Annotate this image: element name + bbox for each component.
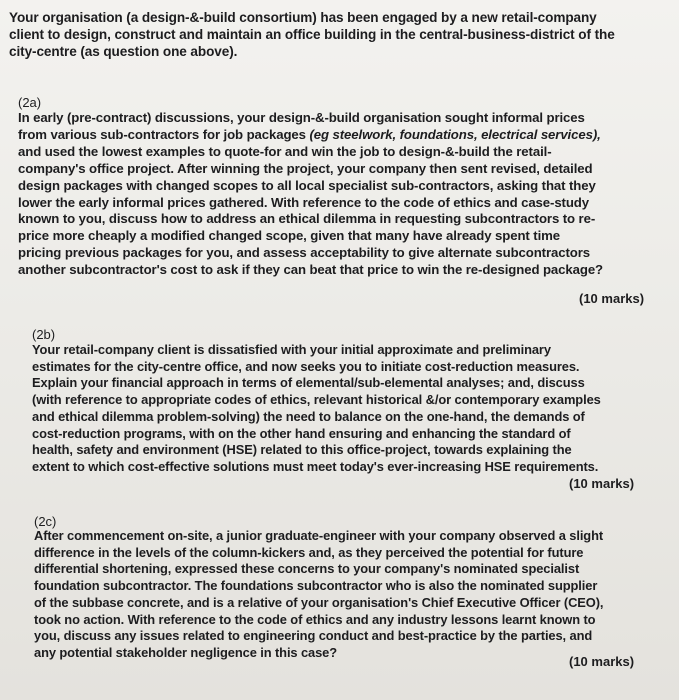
q2c-paragraph bbox=[34, 528, 603, 662]
q2c-line: After commencement on-site, a junior graduate-engineer with your company observed a slight bbox=[34, 528, 604, 543]
q2a-line: known to you, discuss how to address an ethical dilemma in requesting subcontractors to re- bbox=[18, 211, 596, 227]
q2b-line: and ethical dilemma problem-solving) the need to balance on the one-hand, the demands of bbox=[32, 408, 585, 424]
intro-line: city-centre (as question one above). bbox=[9, 43, 238, 59]
q2b-line: cost-reduction programs, with on the other hand ensuring and enhancing the standard of bbox=[32, 425, 571, 441]
q2a-marks: (10 marks) bbox=[579, 291, 645, 306]
q2b-line: Explain your financial approach in terms of elemental/sub-elemental analyses; and, discuss bbox=[32, 375, 585, 391]
q2a-line: lower the early informal prices gathered. With reference to the code of ethics and case-study bbox=[18, 194, 589, 210]
intro-line: Your organisation (a design-&-build consortium) has been engaged by a new retail-company bbox=[9, 10, 597, 25]
q2a-line: and used the lowest examples to quote-for and win the job to design-&-build the retail- bbox=[18, 143, 552, 159]
q2c-line: any potential stakeholder negligence in this case? bbox=[34, 644, 338, 660]
q2c-line: difference in the levels of the column-kickers and, as they perceived the potential for future bbox=[34, 544, 584, 560]
q2b-line: estimates for the city-centre office, and now seeks you to initiate cost-reduction measures. bbox=[32, 358, 580, 374]
q2c-line: differential shortening, expressed these concerns to your company's nominated specialist bbox=[34, 561, 580, 577]
q2a-line bbox=[18, 127, 603, 144]
q2a-line: another subcontractor's cost to ask if they can beat that price to win the re-designed package? bbox=[18, 262, 604, 278]
q2a-line-italic: (eg steelwork, foundations, electrical services), bbox=[309, 126, 601, 142]
q2a-line: company's office project. After winning the project, your company then sent revised, detailed bbox=[18, 160, 593, 176]
q2b-line: health, safety and environment (HSE) related to this office-project, towards explaining the bbox=[32, 442, 572, 458]
q2a-line: In early (pre-contract) discussions, your design-&-build organisation sought informal prices bbox=[18, 110, 585, 125]
q2a-line: pricing previous packages for you, and assess acceptability to give alternate subcontractors bbox=[18, 245, 590, 261]
q2a-line: design packages with changed scopes to all local specialist sub-contractors, asking that they bbox=[18, 177, 596, 193]
q2b-paragraph bbox=[32, 342, 601, 476]
q2c-line: foundation subcontractor. The foundations subcontractor who is also the nominated supplier bbox=[34, 578, 598, 594]
q2c-label: (2c) bbox=[34, 514, 57, 529]
q2b-marks: (10 marks) bbox=[569, 476, 635, 491]
intro-paragraph bbox=[9, 10, 615, 60]
q2a-paragraph bbox=[18, 110, 603, 279]
q2a-line-part: from various sub-contractors for job packages bbox=[18, 126, 306, 142]
q2c-marks: (10 marks) bbox=[569, 654, 635, 669]
q2b-label: (2b) bbox=[32, 327, 56, 342]
q2c-line: of the subbase concrete, and is a relative of your organisation's Chief Executive Officer (CEO), bbox=[34, 594, 604, 610]
q2a-label: (2a) bbox=[18, 95, 42, 110]
q2c-line: took no action. With reference to the code of ethics and any industry lessons learnt known to bbox=[34, 611, 596, 627]
q2b-line: (with reference to appropriate codes of ethics, relevant historical &/or contemporary examples bbox=[32, 392, 601, 408]
q2b-line: extent to which cost-effective solutions must meet today's ever-increasing HSE requirements. bbox=[32, 458, 599, 474]
q2c-line: you, discuss any issues related to engineering conduct and best-practice by the parties, and bbox=[34, 628, 593, 644]
q2b-line: Your retail-company client is dissatisfied with your initial approximate and preliminary bbox=[32, 342, 551, 357]
intro-line: client to design, construct and maintain an office building in the central-business-district of the bbox=[9, 26, 615, 42]
q2a-line: price more cheaply a modified changed scope, given that many have already spent time bbox=[18, 228, 560, 244]
